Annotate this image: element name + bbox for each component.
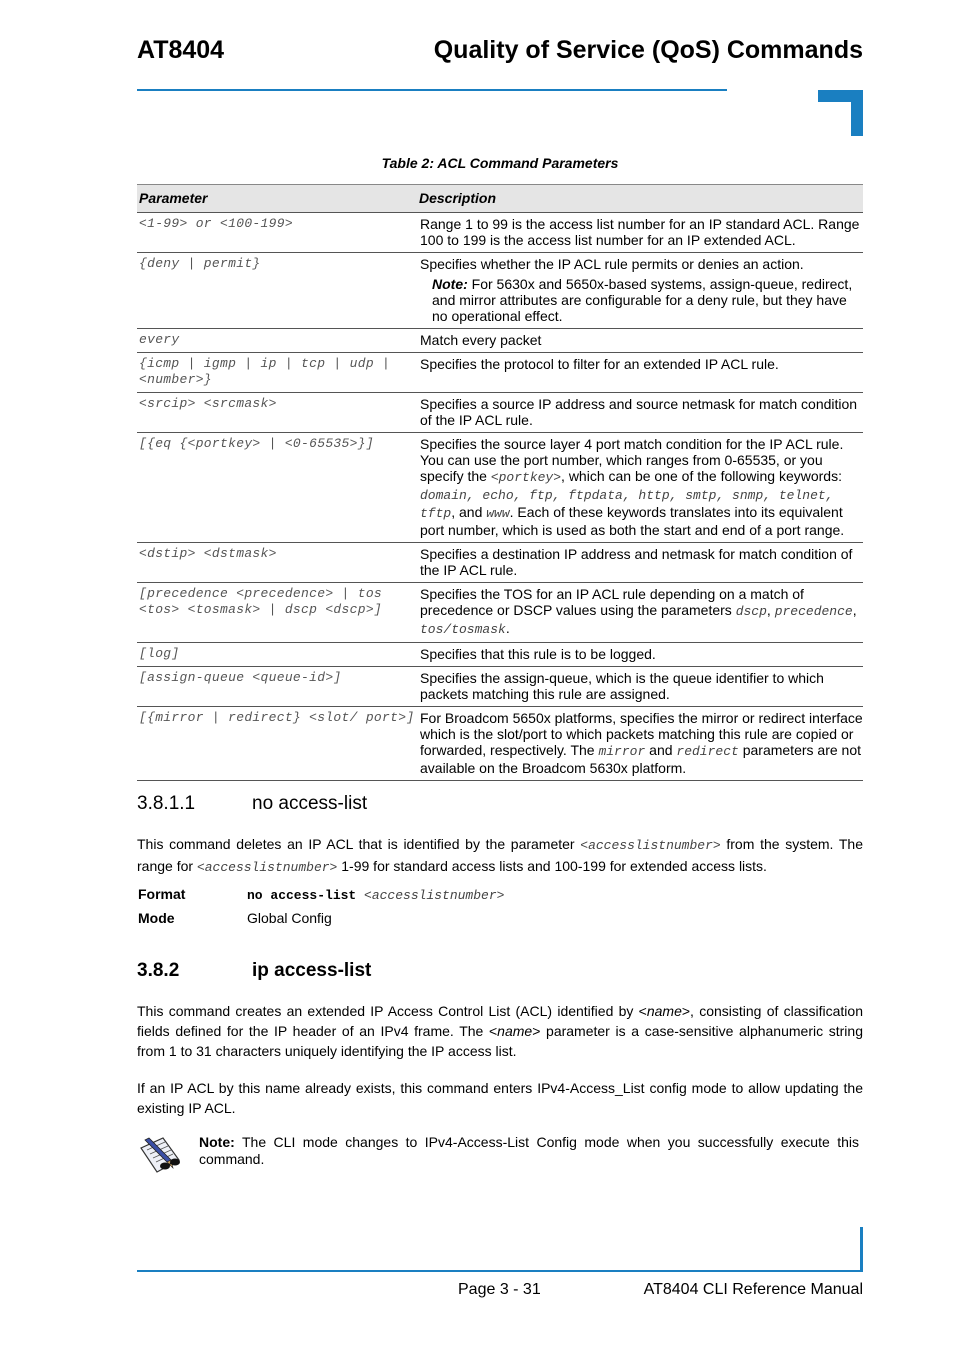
body-text: 1-99 for standard access lists and 100-199 for extended access lists.	[337, 858, 767, 874]
section-heading-ip-access-list	[137, 960, 371, 982]
desc-cell: Specifies that this rule is to be logged.	[417, 643, 863, 667]
cli-mode-note	[199, 1134, 859, 1168]
section-title: no access-list	[252, 793, 368, 814]
header-product: AT8404	[137, 36, 225, 64]
note-text: For 5630x and 5650x-based systems, assign-queue, redirect, and mirror attributes are configurable for a deny rule, but they have no operational effect.	[432, 276, 853, 324]
section-heading-no-access-list	[137, 793, 367, 815]
desc-cell: Match every packet	[417, 329, 863, 353]
table-row	[137, 353, 863, 393]
footer-corner-mark	[860, 1227, 863, 1272]
desc-cell	[417, 253, 863, 329]
note-label: Note:	[199, 1134, 235, 1150]
table-row	[137, 667, 863, 707]
note-text: The CLI mode changes to IPv4-Access-List Config mode when you successfully execute this command.	[199, 1134, 859, 1167]
footer-rule	[137, 1270, 863, 1272]
body-text: > parameter is a case-sensitive alphanumeric string from 1 to 31 characters uniquely identifying the IP access list.	[137, 1023, 863, 1059]
section-title: ip access-list	[252, 960, 372, 981]
body-italic: name	[646, 1003, 682, 1019]
desc-cell: Specifies the protocol to filter for an extended IP ACL rule.	[417, 353, 863, 393]
desc-text: ,	[852, 602, 857, 618]
header-rule	[137, 89, 727, 91]
table-row	[137, 643, 863, 667]
note-label: Note:	[432, 276, 468, 292]
mode-label: Mode	[138, 910, 175, 926]
desc-cell	[417, 433, 863, 543]
desc-text: Specifies the source layer 4 port match condition for the IP ACL rule. You can use the port number, which ranges from 0-65535, or you specify the	[420, 436, 844, 484]
table-row	[137, 433, 863, 543]
body-text: >, consisting of classification fields defined for the IP header of an IPv4 frame. The <	[137, 1003, 863, 1039]
body-text: from the system. The range for	[137, 836, 863, 874]
desc-cell	[417, 583, 863, 643]
header-corner-mark-vertical	[851, 90, 863, 136]
footer-manual-title: AT8404 CLI Reference Manual	[643, 1281, 863, 1298]
no-access-list-description	[137, 834, 863, 878]
format-argument: <accesslistnumber>	[356, 888, 505, 903]
param-cell: [{mirror | redirect} <slot/ port>]	[137, 707, 417, 781]
desc-cell: Specifies the assign-queue, which is the queue identifier to which packets matching this rule are assigned.	[417, 667, 863, 707]
table-row	[137, 329, 863, 353]
note-pencil-icon	[137, 1134, 183, 1176]
desc-code: precedence	[774, 604, 853, 619]
desc-cell	[417, 707, 863, 781]
body-italic: name	[497, 1023, 533, 1039]
ip-access-list-description	[137, 1001, 863, 1061]
body-text: This command deletes an IP ACL that is identified by the parameter	[137, 836, 581, 852]
desc-code: dscp	[735, 604, 767, 619]
ip-access-list-existing-note: If an IP ACL by this name already exists, this command enters IPv4-Access_List config mode to allow updating the existing IP ACL.	[137, 1080, 863, 1116]
param-cell: {deny | permit}	[137, 253, 417, 329]
table-row	[137, 253, 863, 329]
desc-text: , which can be one of the following keywords:	[561, 468, 842, 484]
desc-cell: Range 1 to 99 is the access list number for an IP standard ACL. Range 100 to 199 is the access list number for an IP extended ACL.	[417, 213, 863, 253]
format-command: no access-list	[247, 888, 357, 903]
body-code: <accesslistnumber>	[580, 838, 721, 853]
param-cell: [precedence <precedence> | tos <tos> <tosmask> | dscp <dscp>]	[137, 583, 417, 643]
desc-code: <portkey>	[490, 470, 562, 485]
param-cell: every	[137, 329, 417, 353]
param-cell: [log]	[137, 643, 417, 667]
desc-text: parameters are not available on the Broadcom 5630x platform.	[420, 742, 861, 776]
table-row	[137, 583, 863, 643]
mode-value: Global Config	[247, 910, 332, 926]
desc-text: and	[645, 742, 677, 758]
mode-row	[138, 910, 332, 926]
table-row	[137, 543, 863, 583]
desc-text: .	[505, 620, 510, 636]
desc-code: www	[486, 506, 510, 521]
table-header-row	[137, 185, 863, 213]
table-row	[137, 213, 863, 253]
desc-code: tos/tosmask	[420, 622, 506, 637]
body-text: This command creates an extended IP Access Control List (ACL) identified by <	[137, 1003, 647, 1019]
format-row	[138, 886, 504, 903]
param-cell: <srcip> <srcmask>	[137, 393, 417, 433]
desc-text: . Each of these keywords translates into its equivalent port number, which is used as both the start and end of a port range.	[420, 504, 845, 538]
body-code: <accesslistnumber>	[196, 860, 338, 875]
table-caption: Table 2: ACL Command Parameters	[381, 155, 619, 171]
param-cell: {icmp | igmp | ip | tcp | udp | <number>}	[137, 353, 417, 393]
desc-text: Specifies whether the IP ACL rule permits or denies an action.	[420, 256, 804, 272]
desc-cell: Specifies a source IP address and source netmask for match condition of the IP ACL rule.	[417, 393, 863, 433]
desc-text: ,	[766, 602, 775, 618]
footer-page-number: Page 3 - 31	[458, 1281, 541, 1298]
format-label: Format	[138, 886, 186, 902]
desc-text: For Broadcom 5650x platforms, specifies the mirror or redirect interface which is the slot/port to which packets matching this rule are copied or forwarded, respectively. The	[420, 710, 863, 758]
desc-code: domain, echo, ftp, ftpdata, http, smtp, snmp, telnet, tftp	[420, 488, 834, 521]
param-cell: [assign-queue <queue-id>]	[137, 667, 417, 707]
desc-code: mirror	[598, 744, 646, 759]
param-cell: [{eq {<portkey> | <0-65535>}]	[137, 433, 417, 543]
column-header-parameter: Parameter	[137, 185, 417, 213]
desc-note	[432, 276, 863, 324]
section-number: 3.8.1.1	[137, 793, 196, 814]
desc-cell: Specifies a destination IP address and netmask for match condition of the IP ACL rule.	[417, 543, 863, 583]
table-row	[137, 393, 863, 433]
header-chapter: Quality of Service (QoS) Commands	[433, 36, 863, 64]
section-number: 3.8.2	[137, 960, 180, 981]
param-cell: <1-99> or <100-199>	[137, 213, 417, 253]
desc-code: redirect	[676, 744, 739, 759]
param-cell: <dstip> <dstmask>	[137, 543, 417, 583]
table-row	[137, 707, 863, 781]
desc-text: , and	[451, 504, 487, 520]
acl-parameters-table	[137, 184, 863, 781]
desc-text: Specifies the TOS for an IP ACL rule depending on a match of precedence or DSCP values using the parameters	[420, 586, 804, 618]
column-header-description: Description	[417, 185, 863, 213]
